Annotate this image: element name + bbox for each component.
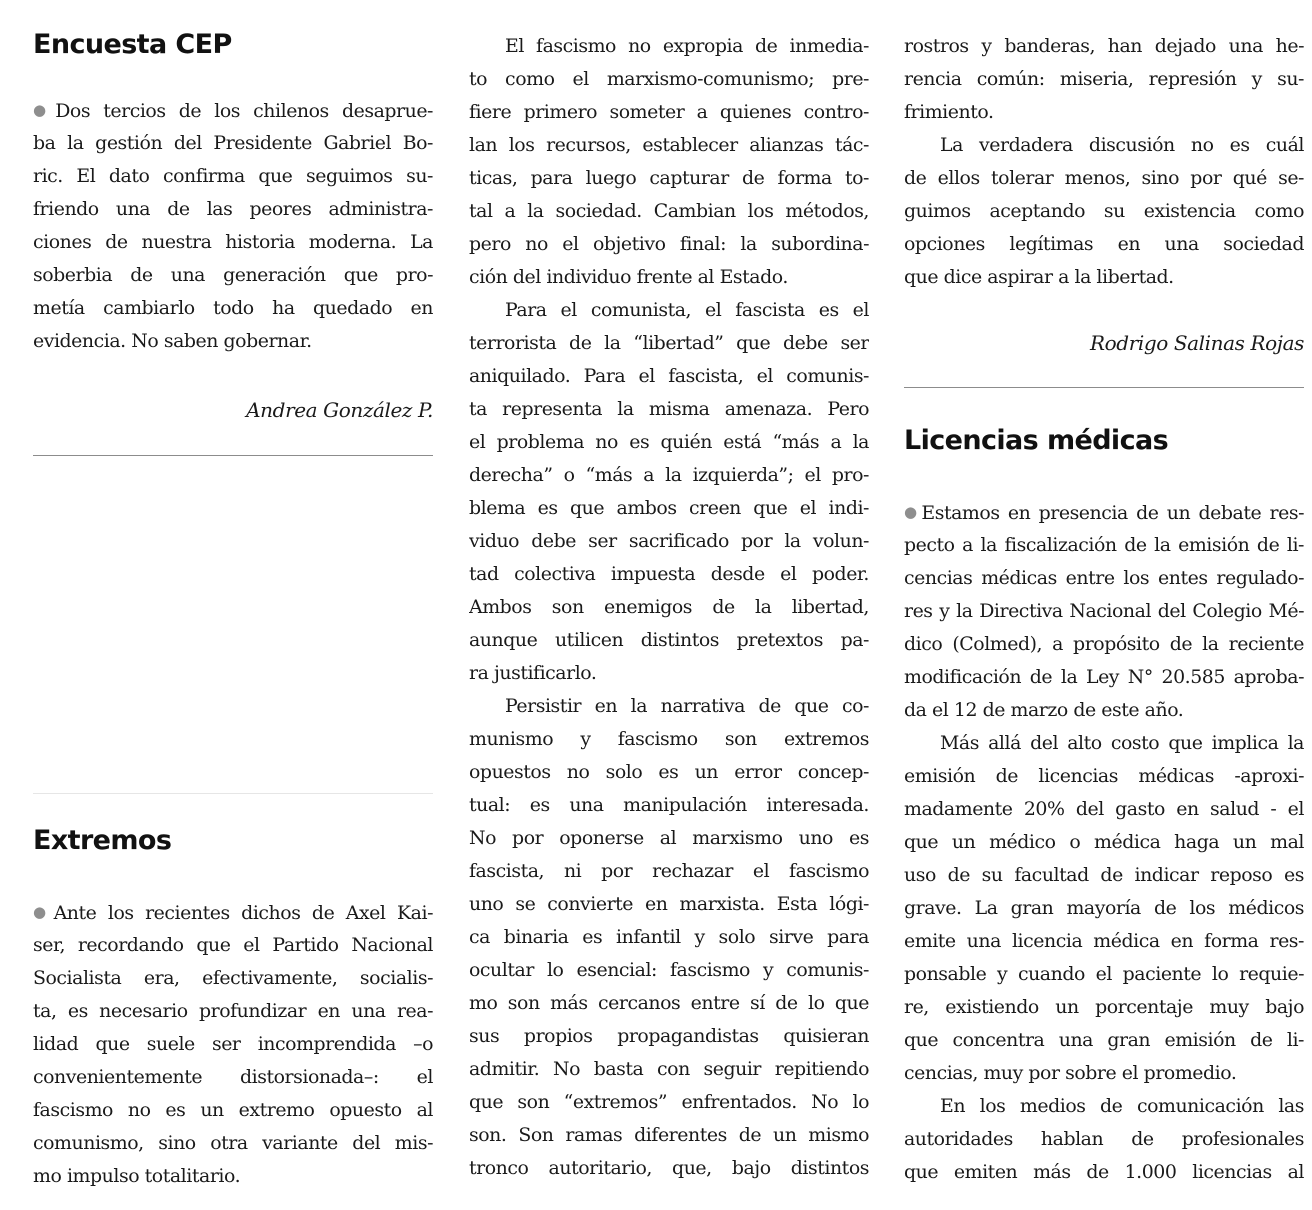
letter-line: que dice aspirar a la libertad.	[904, 266, 1174, 288]
letter-line: uso de su facultad de indicar reposo es	[904, 864, 1304, 886]
letter-extremos-body-part2	[469, 30, 869, 1185]
bullet-icon: ●	[33, 903, 52, 921]
section-divider	[33, 793, 433, 794]
letter-line: blema es que ambos creen que el indi-	[469, 497, 869, 519]
letter-line: ciones de nuestra historia moderna. La	[33, 231, 433, 253]
letter-line: son. Son ramas diferentes de un mismo	[469, 1124, 869, 1146]
letter-line: el problema no es quién está “más a la	[469, 431, 869, 453]
letter-line: autoridades hablan de profesionales	[904, 1128, 1304, 1150]
letter-line: terrorista de la “libertad” que debe ser	[469, 332, 869, 354]
letter-line: guimos aceptando su existencia como	[904, 200, 1304, 222]
letter-line: modificación de la Ley N° 20.585 aproba-	[904, 666, 1304, 688]
letter-line: ● Dos tercios de los chilenos desaprue-	[33, 100, 433, 122]
letter-line: rostros y banderas, han dejado una he-	[904, 35, 1304, 57]
letter-line: ● Estamos en presencia de un debate res-	[904, 502, 1304, 524]
heading-encuesta-cep: Encuesta CEP	[33, 29, 232, 60]
letter-line: emisión de licencias médicas -aproxi-	[904, 765, 1304, 787]
letter-line: En los medios de comunicación las	[940, 1095, 1304, 1117]
letter-line: tronco autoritario, que, bajo distintos	[469, 1157, 869, 1179]
letter-line: munismo y fascismo son extremos	[469, 728, 869, 750]
letter-line: mo son más cercanos entre sí de lo que	[469, 992, 869, 1014]
letter-line: ta, es necesario profundizar en una rea-	[33, 1000, 433, 1022]
letter-line: La verdadera discusión no es cuál	[940, 134, 1304, 156]
letter-line: ra justificarlo.	[469, 662, 597, 684]
letter-line: to como el marxismo-comunismo; pre-	[469, 68, 869, 90]
letter-line: grave. La gran mayoría de los médicos	[904, 897, 1304, 919]
letter-licencias-body	[904, 496, 1304, 1189]
letter-line: de ellos tolerar menos, sino por qué se-	[904, 167, 1304, 189]
letter-line: El fascismo no expropia de inmedia-	[505, 35, 869, 57]
letter-line: tad colectiva impuesta desde el poder.	[469, 563, 869, 585]
section-divider	[33, 455, 433, 456]
letter-line: ba la gestión del Presidente Gabriel Bo-	[33, 132, 433, 154]
letter-encuesta-cep-body	[33, 94, 433, 358]
letter-line: ric. El dato confirma que seguimos su-	[33, 165, 433, 187]
letter-line: cencias médicas entre los entes regulado-	[904, 567, 1304, 589]
letter-line: madamente 20% del gasto en salud - el	[904, 798, 1304, 820]
heading-extremos: Extremos	[33, 825, 172, 856]
letter-line: frimiento.	[904, 101, 994, 123]
letter-line: ● Ante los recientes dichos de Axel Kai-	[33, 902, 433, 924]
letter-line: re, existiendo un porcentaje muy bajo	[904, 996, 1304, 1018]
letter-line: que un médico o médica haga un mal	[904, 831, 1304, 853]
letter-line: derecha” o “más a la izquierda”; el pro-	[469, 464, 869, 486]
letter-line: pero no el objetivo final: la subordina-	[469, 233, 869, 255]
letter-line: No por oponerse al marxismo uno es	[469, 827, 869, 849]
letter-line: uno se convierte en marxista. Esta lógi-	[469, 893, 869, 915]
letter-line: Persistir en la narrativa de que co-	[505, 695, 869, 717]
letter-line: da el 12 de marzo de este año.	[904, 699, 1184, 721]
letter-line: rencia común: miseria, represión y su-	[904, 68, 1304, 90]
author-signature: Rodrigo Salinas Rojas	[1090, 331, 1304, 355]
letter-line: friendo una de las peores administra-	[33, 198, 433, 220]
letter-line: ción del individuo frente al Estado.	[469, 266, 788, 288]
section-divider	[904, 387, 1304, 388]
letter-line: ponsable y cuando el paciente lo requie-	[904, 963, 1304, 985]
letter-line: aniquilado. Para el fascista, el comunis-	[469, 365, 869, 387]
letter-line: res y la Directiva Nacional del Colegio Mé-	[904, 600, 1304, 622]
letter-line: metía cambiarlo todo ha quedado en	[33, 297, 433, 319]
letter-line: tual: es una manipulación interesada.	[469, 794, 869, 816]
letter-extremos-body-part1	[33, 896, 433, 1193]
letter-line: sus propios propagandistas quisieran	[469, 1025, 869, 1047]
letter-line: Socialista era, efectivamente, socialis-	[33, 967, 433, 989]
letter-line: viduo debe ser sacrificado por la volun-	[469, 530, 869, 552]
letter-line: comunismo, sino otra variante del mis-	[33, 1132, 433, 1154]
letter-line: dico (Colmed), a propósito de la reciente	[904, 633, 1304, 655]
letter-line: Ambos son enemigos de la libertad,	[469, 596, 869, 618]
letter-line: Más allá del alto costo que implica la	[940, 732, 1304, 754]
letter-line: pecto a la fiscalización de la emisión de li-	[904, 534, 1304, 556]
letter-line: ser, recordando que el Partido Nacional	[33, 934, 433, 956]
letter-line: fiere primero someter a quienes contro-	[469, 101, 869, 123]
letter-line: Para el comunista, el fascista es el	[505, 299, 869, 321]
letter-line: lan los recursos, establecer alianzas tác-	[469, 134, 869, 156]
letter-line: convenientemente distorsionada–: el	[33, 1066, 433, 1088]
letter-line: opciones legítimas en una sociedad	[904, 233, 1304, 255]
letter-line: lidad que suele ser incomprendida –o	[33, 1033, 433, 1055]
letter-line: emite una licencia médica en forma res-	[904, 930, 1304, 952]
letter-extremos-body-part3	[904, 30, 1304, 294]
letter-line: fascismo no es un extremo opuesto al	[33, 1099, 433, 1121]
letter-line: ca binaria es infantil y solo sirve para	[469, 926, 869, 948]
letter-line: aunque utilicen distintos pretextos pa-	[469, 629, 869, 651]
heading-licencias-medicas: Licencias médicas	[904, 425, 1169, 456]
letter-line: mo impulso totalitario.	[33, 1165, 241, 1187]
letter-line: que concentra una gran emisión de li-	[904, 1029, 1304, 1051]
author-signature: Andrea González P.	[246, 398, 433, 422]
letter-line: ticas, para luego capturar de forma to-	[469, 167, 869, 189]
letter-line: evidencia. No saben gobernar.	[33, 330, 312, 352]
bullet-icon: ●	[33, 101, 54, 119]
letter-line: opuestos no solo es un error concep-	[469, 761, 869, 783]
letter-line: ta representa la misma amenaza. Pero	[469, 398, 869, 420]
letter-line: cencias, muy por sobre el promedio.	[904, 1062, 1237, 1084]
letter-line: fascista, ni por rechazar el fascismo	[469, 860, 869, 882]
letter-line: tal a la sociedad. Cambian los métodos,	[469, 200, 869, 222]
letter-line: que emiten más de 1.000 licencias al	[904, 1161, 1304, 1183]
letter-line: que son “extremos” enfrentados. No lo	[469, 1091, 869, 1113]
letter-line: soberbia de una generación que pro-	[33, 264, 433, 286]
letter-line: ocultar lo esencial: fascismo y comunis-	[469, 959, 869, 981]
letter-line: admitir. No basta con seguir repitiendo	[469, 1058, 869, 1080]
bullet-icon: ●	[904, 503, 920, 521]
